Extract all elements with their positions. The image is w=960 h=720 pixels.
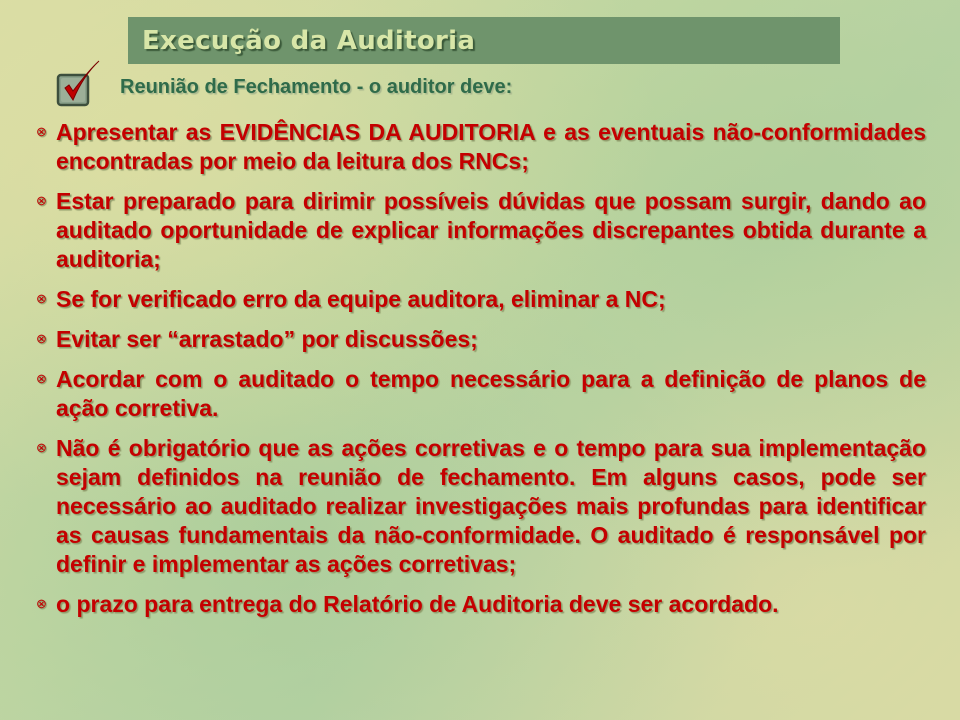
circled-x-bullet-icon: ⊗ [36, 193, 47, 208]
bullet-text: o prazo para entrega do Relatório de Auditoria deve ser acordado. [56, 591, 779, 617]
list-item [36, 434, 926, 579]
bullet-list [36, 118, 926, 630]
bullet-text: Acordar com o auditado o tempo necessário para a definição de planos de ação corretiva. [56, 366, 926, 421]
list-item [36, 285, 926, 314]
circled-x-bullet-icon: ⊗ [36, 596, 47, 611]
bullet-text: Se for verificado erro da equipe auditora, eliminar a NC; [56, 286, 666, 312]
list-item [36, 590, 926, 619]
circled-x-bullet-icon: ⊗ [36, 440, 47, 455]
subtitle: Reunião de Fechamento - o auditor deve: [120, 76, 513, 98]
bullet-text: Evitar ser “arrastado” por discussões; [56, 326, 478, 352]
list-item [36, 365, 926, 423]
list-item [36, 187, 926, 274]
list-item [36, 118, 926, 176]
bullet-text: Não é obrigatório que as ações corretivas e o tempo para sua implementação sejam definidos na reunião de fechamento. Em alguns casos, pode ser necessário ao auditado realizar investigações mais profundas para identificar as causas fundamentais da não-conformidade. O auditado é responsável por definir e implementar as ações corretivas; [56, 435, 926, 577]
checkbox-checked-icon [55, 58, 101, 108]
bullet-text: Estar preparado para dirimir possíveis dúvidas que possam surgir, dando ao auditado oportunidade de explicar informações discrepantes obtida durante a auditoria; [56, 188, 926, 272]
circled-x-bullet-icon: ⊗ [36, 291, 47, 306]
circled-x-bullet-icon: ⊗ [36, 331, 47, 346]
circled-x-bullet-icon: ⊗ [36, 371, 47, 386]
title-bar [128, 17, 840, 64]
list-item [36, 325, 926, 354]
bullet-text: Apresentar as EVIDÊNCIAS DA AUDITORIA e as eventuais não-conformidades encontradas por meio da leitura dos RNCs; [56, 119, 926, 174]
slide-title: Execução da Auditoria [142, 25, 476, 56]
circled-x-bullet-icon: ⊗ [36, 124, 47, 139]
